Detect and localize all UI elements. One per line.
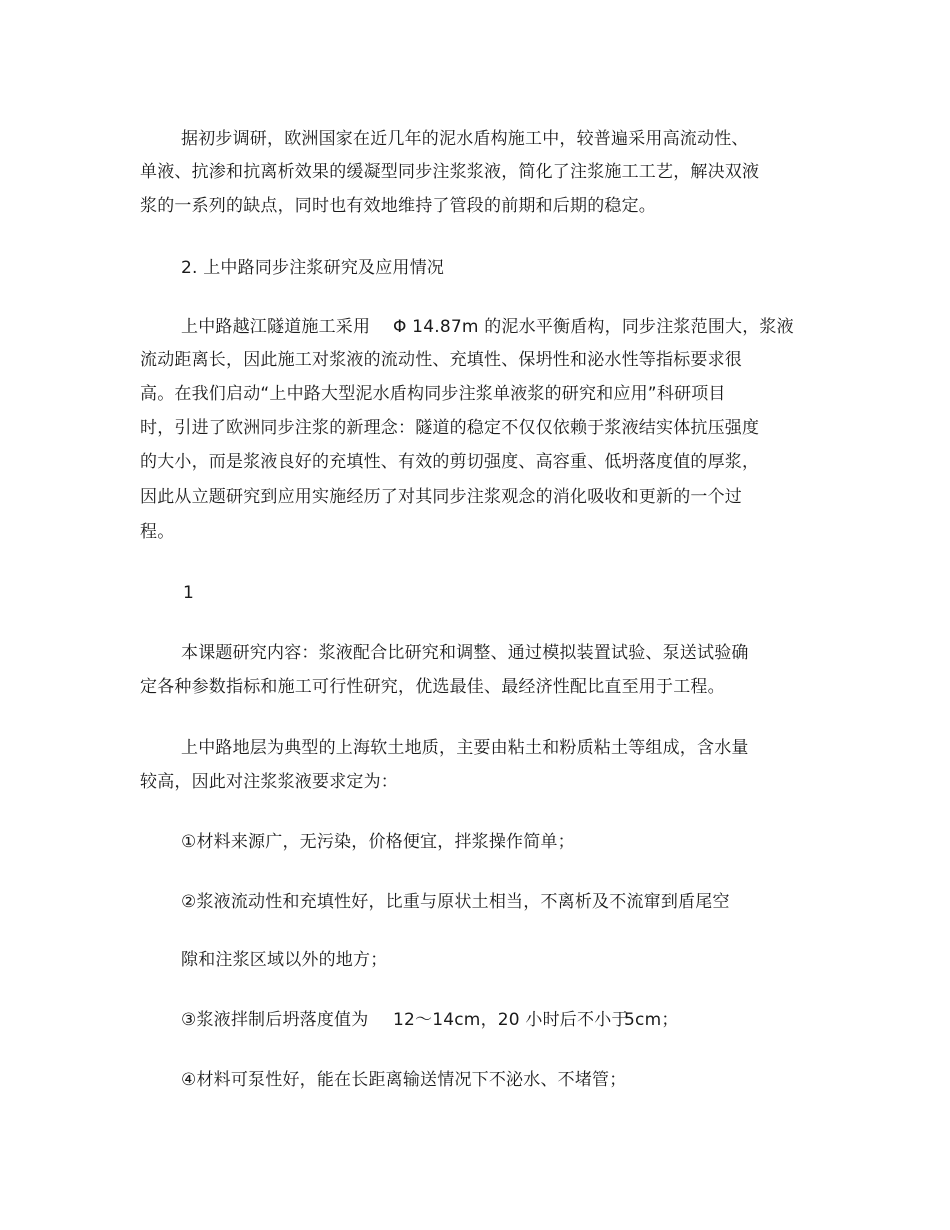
para2-line7: 程。: [140, 522, 175, 542]
requirement-item-2-line1: ②浆液流动性和充填性好，比重与原状土相当，不离析及不流窜到盾尾空: [181, 892, 730, 912]
para3-line1: 本课题研究内容：浆液配合比研究和调整、通过模拟装置试验、泵送试验确: [181, 643, 749, 663]
para4-line2: 较高，因此对注浆浆液要求定为：: [140, 772, 398, 792]
para2-line2: 流动距离长，因此施工对浆液的流动性、充填性、保坍性和泌水性等指标要求很: [140, 350, 742, 370]
requirement-item-1: ①材料来源广，无污染，价格便宜，拌浆操作简单；: [181, 832, 575, 852]
para2-line6: 因此从立题研究到应用实施经历了对其同步注浆观念的消化吸收和更新的一个过: [140, 487, 742, 507]
requirement-item-4: ④材料可泵性好，能在长距离输送情况下不泌水、不堵管；: [181, 1070, 627, 1090]
para1-line2: 单液、抗渗和抗离析效果的缓凝型同步注浆浆液，简化了注浆施工工艺，解决双液: [140, 162, 760, 182]
para2-line4: 时，引进了欧洲同步注浆的新理念：隧道的稳定不仅仅依赖于浆液结实体抗压强度: [140, 418, 760, 438]
para4-line1: 上中路地层为典型的上海软土地质，主要由粘土和粉质粘土等组成，含水量: [181, 738, 749, 758]
para2-line1-part1: 上中路越江隧道施工采用: [181, 317, 371, 337]
para2-line1-part2: Φ 14.87m 的泥水平衡盾构，同步注浆范围大，浆液: [393, 317, 794, 337]
para2-line3: 高。在我们启动“上中路大型泥水盾构同步注浆单液浆的研究和应用”科研项目: [140, 384, 726, 404]
para3-line2: 定各种参数指标和施工可行性研究，优选最佳、最经济性配比直至用于工程。: [140, 677, 725, 697]
para1-line3: 浆的一系列的缺点，同时也有效地维持了管段的前期和后期的稳定。: [140, 196, 656, 216]
requirement-item-3-part3: 5cm；: [624, 1010, 679, 1030]
requirement-item-3-part2: 12～14cm，20 小时后不小于: [393, 1010, 629, 1030]
para2-line5: 的大小，而是浆液良好的充填性、有效的剪切强度、高容重、低坍落度值的厚浆，: [140, 452, 760, 472]
section-heading: 2. 上中路同步注浆研究及应用情况: [181, 258, 445, 278]
requirement-item-2-line2: 隙和注浆区域以外的地方；: [181, 950, 388, 970]
requirement-item-3-part1: ③浆液拌制后坍落度值为: [181, 1010, 369, 1030]
page-number: 1: [183, 583, 195, 603]
para1-line1: 据初步调研，欧洲国家在近几年的泥水盾构施工中，较普遍采用高流动性、: [181, 129, 749, 149]
